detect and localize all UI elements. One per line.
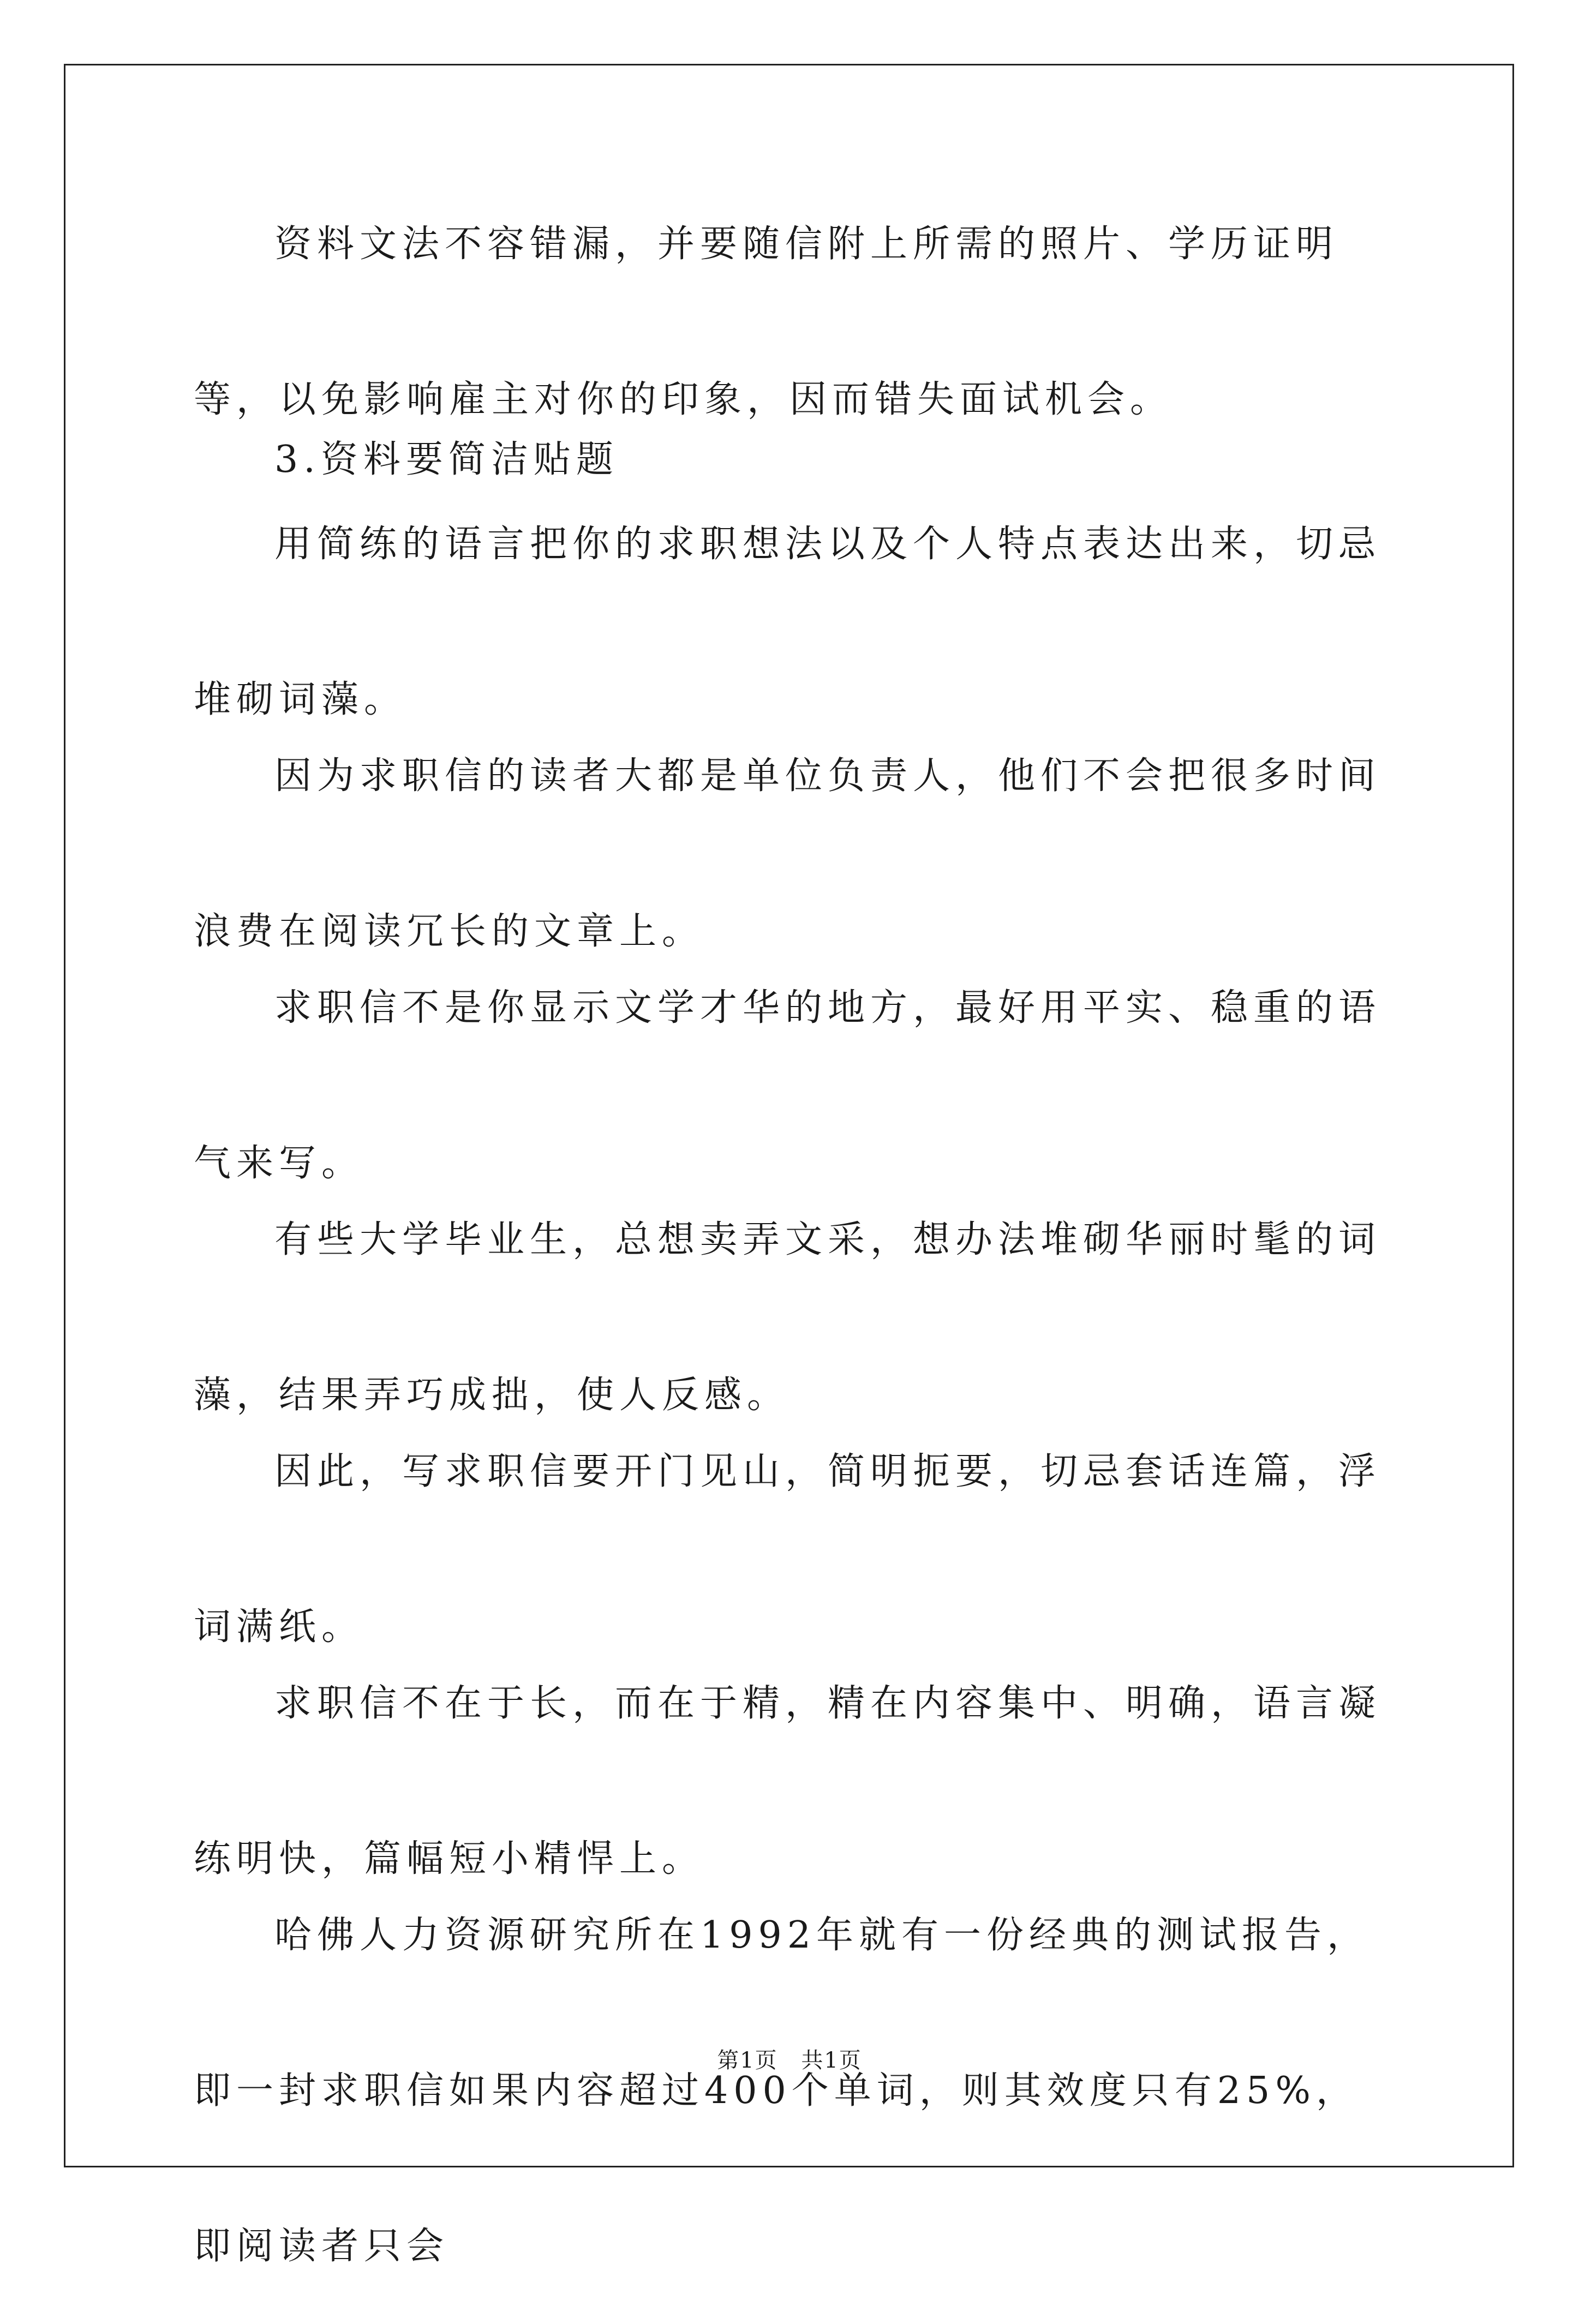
page-footer	[0, 2043, 1579, 2074]
paragraph-5: 求职信不是你显示文学才华的地方，最好用平实、稳重的语气来写。	[194, 986, 1381, 1185]
paragraph-6: 有些大学毕业生，总想卖弄文采，想办法堆砌华丽时髦的词藻，结果弄巧成拙，使人反感。	[194, 1218, 1381, 1417]
paragraph-7: 因此，写求职信要开门见山，简明扼要，切忌套话连篇，浮词满纸。	[194, 1450, 1381, 1649]
paragraph-8: 求职信不在于长，而在于精，精在内容集中、明确，语言凝练明快，篇幅短小精悍上。	[194, 1682, 1381, 1880]
page-number: 第1页	[717, 2048, 778, 2073]
paragraph-3: 用简练的语言把你的求职想法以及个人特点表达出来，切忌堆砌词藻。	[194, 523, 1381, 721]
paragraph-4: 因为求职信的读者大都是单位负责人，他们不会把很多时间浪费在阅读冗长的文章上。	[194, 754, 1381, 953]
paragraph-9: 哈佛人力资源研究所在1992年就有一份经典的测试报告，即一封求职信如果内容超过400个单词，则其效度只有25%，即阅读者只会	[194, 1914, 1370, 2268]
paragraph-1: 资料文法不容错漏，并要随信附上所需的照片、学历证明等，以免影响雇主对你的印象，因而错失面试机会。	[194, 223, 1339, 421]
paragraph-2-heading: 3.资料要简洁贴题	[274, 438, 619, 481]
page-total: 共1页	[801, 2048, 862, 2073]
